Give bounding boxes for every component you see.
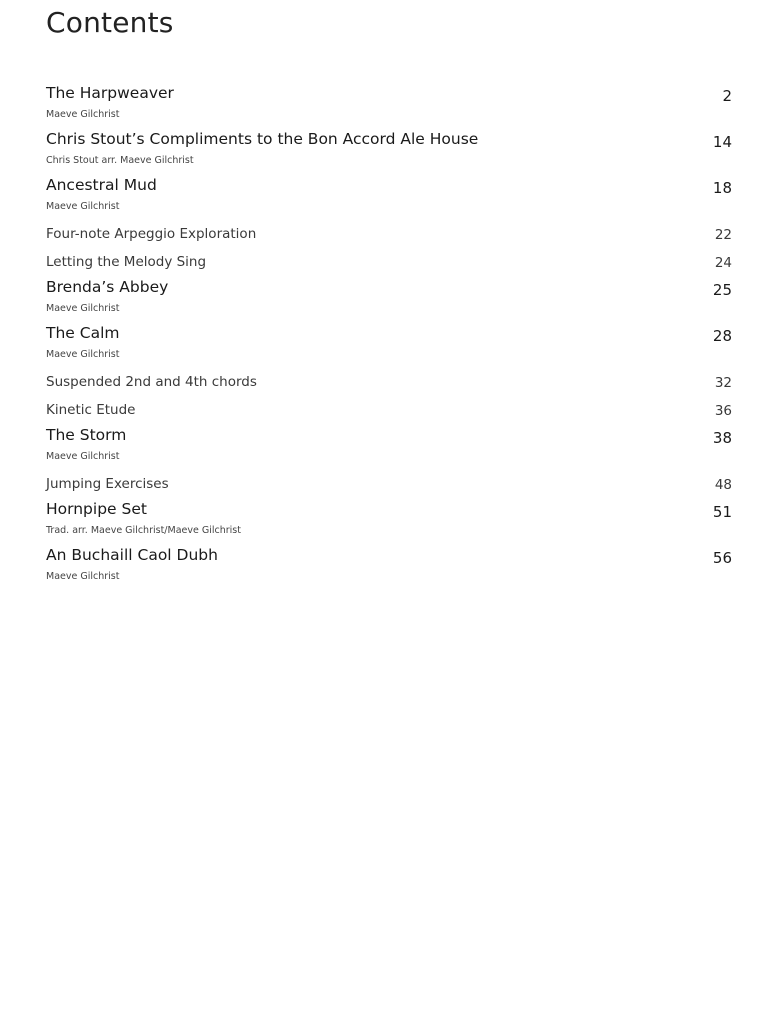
toc-entry[interactable] <box>46 472 732 500</box>
entry-page-number: 28 <box>712 327 732 345</box>
toc-entry[interactable] <box>46 426 732 472</box>
entry-title: Ancestral Mud <box>46 176 157 194</box>
toc-entry[interactable] <box>46 250 732 278</box>
entry-credit: Maeve Gilchrist <box>46 303 120 314</box>
entry-credit: Maeve Gilchrist <box>46 571 120 582</box>
toc-entry[interactable] <box>46 176 732 222</box>
toc-entry[interactable] <box>46 84 732 130</box>
entry-page-number: 48 <box>714 477 732 493</box>
entry-credit: Trad. arr. Maeve Gilchrist/Maeve Gilchrist <box>46 525 241 536</box>
entry-page-number: 2 <box>722 87 732 105</box>
entry-page-number: 36 <box>714 403 732 419</box>
toc-entry[interactable] <box>46 222 732 250</box>
entry-page-number: 18 <box>712 179 732 197</box>
entry-page-number: 51 <box>712 503 732 521</box>
entry-credit: Maeve Gilchrist <box>46 201 120 212</box>
entry-title: Letting the Melody Sing <box>46 254 207 270</box>
entry-credit: Maeve Gilchrist <box>46 349 120 360</box>
entry-title: An Buchaill Caol Dubh <box>46 546 218 564</box>
toc-entry[interactable] <box>46 398 732 426</box>
entry-title: The Calm <box>46 324 120 342</box>
entry-credit: Maeve Gilchrist <box>46 451 120 462</box>
toc-entry[interactable] <box>46 130 732 176</box>
entry-page-number: 24 <box>714 255 732 271</box>
entry-title: Hornpipe Set <box>46 500 147 518</box>
toc-entry[interactable] <box>46 546 732 592</box>
entry-title: The Harpweaver <box>46 84 174 102</box>
entry-page-number: 22 <box>714 227 732 243</box>
entry-page-number: 38 <box>712 429 732 447</box>
entry-page-number: 32 <box>714 375 732 391</box>
entry-page-number: 14 <box>712 133 732 151</box>
page-title: Contents <box>46 6 174 39</box>
entry-title: The Storm <box>46 426 127 444</box>
entry-page-number: 25 <box>712 281 732 299</box>
toc-entry[interactable] <box>46 324 732 370</box>
entry-title: Four-note Arpeggio Exploration <box>46 226 257 242</box>
toc-entry[interactable] <box>46 500 732 546</box>
toc-entry[interactable] <box>46 278 732 324</box>
table-of-contents <box>46 84 732 592</box>
entry-page-number: 56 <box>712 549 732 567</box>
entry-credit: Maeve Gilchrist <box>46 109 120 120</box>
entry-title: Kinetic Etude <box>46 402 136 418</box>
entry-title: Jumping Exercises <box>46 476 169 492</box>
toc-entry[interactable] <box>46 370 732 398</box>
entry-credit: Chris Stout arr. Maeve Gilchrist <box>46 155 194 166</box>
entry-title: Brenda’s Abbey <box>46 278 169 296</box>
entry-title: Suspended 2nd and 4th chords <box>46 374 257 390</box>
entry-title: Chris Stout’s Compliments to the Bon Accord Ale House <box>46 130 479 148</box>
